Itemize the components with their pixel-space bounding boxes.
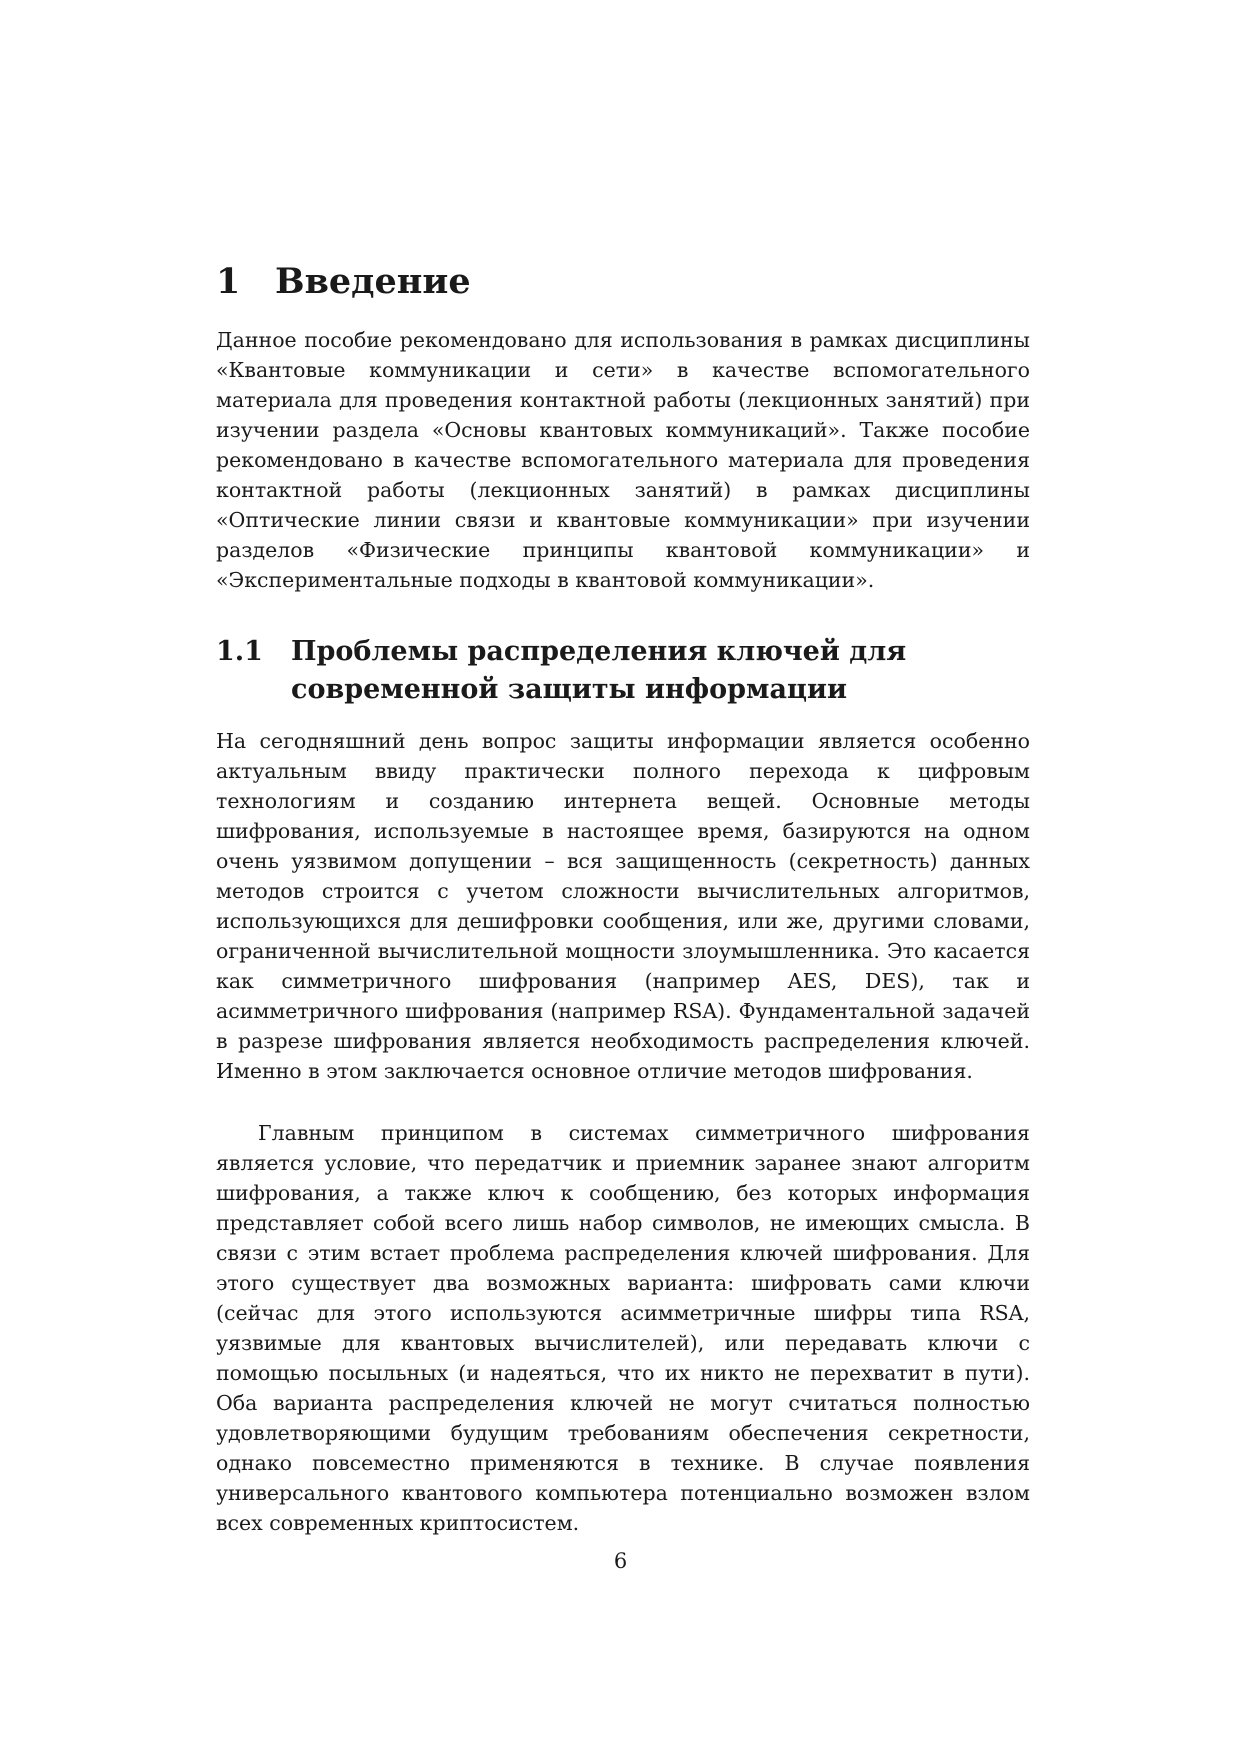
intro-paragraph: Данное пособие рекомендовано для использования в рамках дисциплины «Квантовые коммуникации и сети» в качестве вспомогательного материала для проведения контактной работы (лекционных занятий) при изучении раздела «Основы квантовых коммуникаций». Также пособие рекомендовано в качестве вспомогательного материала для проведения контактной работы (лекционных занятий) в рамках дисциплины «Оптические линии связи и квантовые коммуникации» при изучении разделов «Физические принципы квантовой коммуникации» и «Экспериментальные подходы в квантовой коммуникации». bbox=[216, 328, 1030, 592]
intro-paragraph-block bbox=[216, 325, 1030, 595]
body-paragraph: Главным принципом в системах симметричного шифрования является условие, что передатчик и приемник заранее знают алгоритм шифрования, а также ключ к сообщению, без которых информация представляет собой всего лишь набор символов, не имеющих смысла. В связи с этим встает проблема распределения ключей шифрования. Для этого существует два возможных варианта: шифровать сами ключи (сейчас для этого используются асимметричные шифры типа RSA, уязвимые для квантовых вычислителей), или передавать ключи с помощью посыльных (и надеяться, что их никто не перехватит в пути). Оба варианта распределения ключей не могут считаться полностью удовлетворяющими будущим требованиям обеспечения секретности, однако повсеместно применяются в технике. В случае появления универсального квантового компьютера потенциально возможен взлом всех современных криптосистем. bbox=[216, 1121, 1030, 1535]
body-paragraph-block-2 bbox=[216, 1118, 1030, 1538]
section-heading bbox=[216, 258, 1036, 306]
page-number: 6 bbox=[613, 1549, 628, 1573]
subsection-heading bbox=[216, 633, 1036, 709]
subsection-title: Проблемы распределения ключей для современной защиты информации bbox=[291, 636, 907, 705]
body-paragraph: На сегодняшний день вопрос защиты информации является особенно актуальным ввиду практически полного перехода к цифровым технологиям и созданию интернета вещей. Основные методы шифрования, используемые в настоящее время, базируются на одном очень уязвимом допущении – вся защищенность (секретность) данных методов строится с учетом сложности вычислительных алгоритмов, использующихся для дешифровки сообщения, или же, другими словами, ограниченной вычислительной мощности злоумышленника. Это касается как симметричного шифрования (например AES, DES), так и асимметричного шифрования (например RSA). Фундаментальной задачей в разрезе шифрования является необходимость распределения ключей. Именно в этом заключается основное отличие методов шифрования. bbox=[216, 729, 1030, 1083]
body-paragraph-block-1 bbox=[216, 726, 1030, 1086]
section-number: 1 bbox=[216, 261, 241, 302]
section-title: Введение bbox=[275, 261, 471, 302]
subsection-number: 1.1 bbox=[216, 636, 263, 667]
